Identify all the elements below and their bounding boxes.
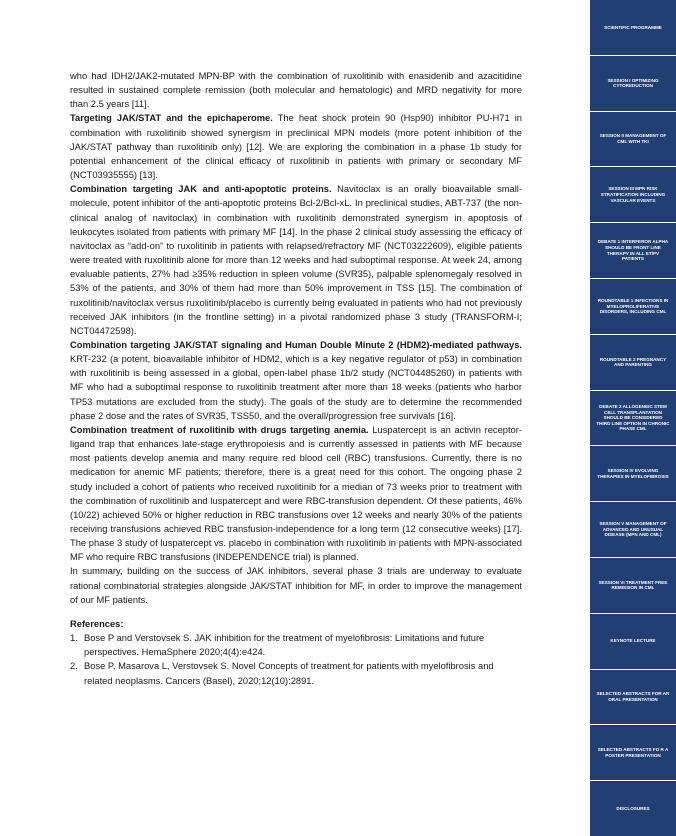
paragraph-text: Navitoclax is an orally bioavailable small-molecule, potent inhibitor of the anti-apoptotic proteins Bcl-2/Bcl-xL. In preclinical studies, ABT-737 (the non-clinical analog of navitoclax) in combination with ruxolitinib demonstrated synergism in apoptosis of leukocytes isolated from patients with primary MF [14]. In the phase 2 clinical study assessing the efficacy of navitoclax as “add-on” to ruxolitinib in patients with relapsed/refractory MF (NCT03222609), eligible patients were treated with ruxolitinib alone for more than 12 weeks and had suboptimal response. At week 24, among evaluable patients, 27% had ≥35% reduction in spleen volume (SVR35), palpable splenomegaly resolved in 53% of the patients, and 30% of them had more than 50% improvement in TSS [15]. The combination of ruxolitinib/navitoclax versus ruxolitinib/placebo is currently being evaluated in patients who had not previously received JAK inhibitors (in the frontline setting) in a pivotal randomized phase 3 study (TRANSFORM-I; NCT04472598). (70, 184, 522, 336)
reference-item (70, 631, 522, 659)
paragraph-heading: Combination targeting JAK and anti-apoptotic proteins. (70, 184, 332, 195)
sidebar-item-session-1[interactable]: SESSION I OPTIMIZING CYTOREDUCTION (590, 56, 676, 112)
reference-number: 1. (70, 633, 78, 644)
reference-number: 2. (70, 661, 78, 672)
sidebar-item-poster-abstracts[interactable]: SELECTED ABSTRACTS FO R A POSTER PRESENTATION (590, 725, 676, 781)
paragraph-heading: Combination targeting JAK/STAT signaling and Human Double Minute 2 (HDM2)-mediated pathways. (70, 339, 522, 350)
paragraph-text: Luspatercept is an activin receptor-ligand trap that enhances late-stage erythropoiesis and is currently assessed in patients with MF because most patients develop anemia and many require red blood cell (RBC) transfusions. Currently, there is no medication for anemic MF patients; therefore, there is a great need for this cohort. The ongoing phase 2 study included a cohort of patients who received ruxolitinib for a median of 73 weeks prior to treatment with the combination of ruxolitinib and luspatercept and were RBC-transfusion dependent. Of these patients, 46% (10/22) achieved 50% or higher reduction in RBC transfusions over 12 weeks and nearly 30% of the patients receiving transfusions achieved RBC transfusion-independence for a long term (12 consecutive weeks) [17]. The phase 3 study of luspatercept vs. placebo in combination with ruxolitinib in patients with MPN-associated MF who require RBC transfusions (INDEPENDENCE trial) is planned. (70, 424, 522, 563)
sidebar-item-oral-abstracts[interactable]: SELECTED ABSTRACTS FOR AN ORAL PRESENTATION (590, 670, 676, 726)
sidebar-item-session-3[interactable]: SESSION III MPN RISK STRATIFICATION INCLUDING VASCULAR EVENTS (590, 167, 676, 223)
paragraph-text: KRT-232 (a potent, bioavailable inhibitor of HDM2, which is a key negative regulator of p53) in combination with ruxolitinib is being assessed in a global, open-label phase 1b/2 study (NCT04485260) in patients with MF who had a suboptimal response to ruxolitinib treatment after more than 18 weeks (patients who harbor TP53 mutations are excluded from the study). The goals of the study are to determine the recommended phase 2 dose and the rates of SVR35, TSS50, and the overall/progression free survivals [16]. (70, 354, 522, 421)
paragraph: In summary, building on the success of JAK inhibitors, several phase 3 trials are underway to evaluate rational combinatorial strategies alongside JAK/STAT inhibition for MF, in order to improve the management of our MF patients. (70, 566, 522, 605)
sidebar-item-roundtable-2[interactable]: ROUNDTABLE 2 PREGNANCY AND PARENTING (590, 335, 676, 391)
paragraph: who had IDH2/JAK2-mutated MPN-BP with the combination of ruxolitinib with enasidenib and azacitidine resulted in sustained complete remission (both molecular and hematologic) and MRD negativity for more than 2.5 years [11]. (70, 71, 522, 110)
paragraph-heading: Combination treatment of ruxolitinib with drugs targeting anemia. (70, 424, 369, 435)
references-title: References: (70, 618, 124, 629)
sidebar-item-session-5[interactable]: SESSION V MANAGEMENT OF ADVANCED AND UNUSUAL DISEASE (MPN AND CML) (590, 502, 676, 558)
sidebar-item-session-2[interactable]: SESSION II MANAGEMENT OF CML WITH TKI (590, 112, 676, 168)
sidebar-item-debate-2[interactable]: DEBATE 2 ALLOGENEIC STEM CELL TRANSPLANTATION SHOULD BE CONSIDERED THIRD LINE OPTION IN CHRONIC PHASE CML (590, 391, 676, 447)
reference-text: Bose P, Masarova L, Verstovsek S. Novel Concepts of treatment for patients with myelofibrosis and related neoplasms. Cancers (Basel), 2020;12(10):2891. (84, 661, 494, 686)
sidebar-item-session-6[interactable]: SESSION VI TREATMENT FREE REMISSION IN CML (590, 558, 676, 614)
paragraph (70, 111, 522, 182)
sidebar-item-roundtable-1[interactable]: ROUNDTABLE 1 INFECTIONS IN MYELOPROLIFERATIVE DISORDERS, INCLUDING CML (590, 279, 676, 335)
sidebar-nav (590, 0, 676, 836)
paragraph-heading: Targeting JAK/STAT and the epichaperome. (70, 113, 273, 124)
sidebar-item-debate-1[interactable]: DEBATE 1 INTERFERON ALPHA SHOULD BE FRONT LINE THERAPY IN ALL ET/PV PATIENTS (590, 223, 676, 279)
sidebar-item-scientific-programme[interactable]: SCIENTIFIC PROGRAMME (590, 0, 676, 56)
sidebar-item-disclosures[interactable]: DISCLOSURES (616, 805, 650, 811)
sidebar-item-keynote-lecture[interactable]: KEYNOTE LECTURE (590, 614, 676, 670)
reference-text: Bose P and Verstovsek S. JAK inhibition for the treatment of myelofibrosis: Limitations and future perspectives. HemaSphere 2020;4(4):e424. (84, 633, 485, 658)
article-body (70, 69, 522, 688)
paragraph (70, 182, 522, 338)
paragraph (70, 338, 522, 423)
reference-item (70, 659, 522, 687)
paragraph (70, 423, 522, 565)
paragraph-text: The heat shock protein 90 (Hsp90) inhibitor PU-H71 in combination with ruxolitinib showed synergism in preclinical MPN models (more potent inhibition of the JAK/STAT pathway than ruxolitinib only) [12]. We are exploring the combination in a phase 1b study for potential enhancement of the clinical efficacy of ruxolitinib in patients with primary or secondary MF (NCT03935555) [13]. (70, 113, 522, 181)
sidebar-item-session-4[interactable]: SESSION IV EVOLVING THERAPIES IN MYELOFIBROSIS (590, 446, 676, 502)
